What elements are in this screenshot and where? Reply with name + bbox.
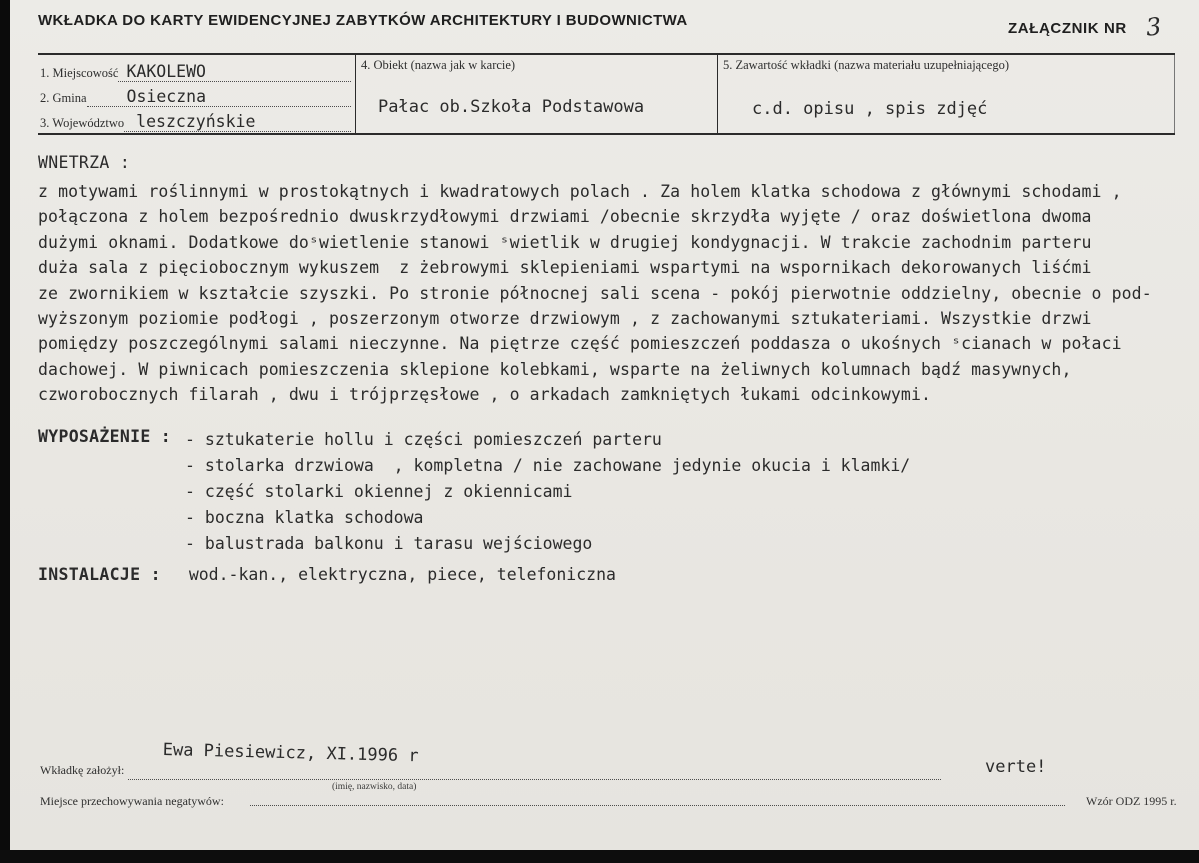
field-wojewodztwo	[40, 107, 351, 132]
list-item: - sztukaterie hollu i części pomieszczeń parteru	[185, 430, 662, 449]
paragraph-line: pomiędzy poszczególnymi salami nieczynne. Na piętrze część pomieszczeń poddasza o ukośnych ˢcianach w połaci	[38, 334, 1122, 354]
section-wnetrza-heading: WNETRZA :	[38, 153, 131, 172]
document-title: WKŁADKA DO KARTY EWIDENCYJNEJ ZABYTKÓW ARCHITEKTURY I BUDOWNICTWA	[38, 12, 688, 29]
verte-note: verte!	[985, 757, 1047, 777]
wyposazenie-list	[185, 427, 910, 557]
paragraph-line: połączona z holem bezpośrednio dwuskrzydłowymi drzwiami /obecnie skrzydła wyjęte / oraz doświetlona dwoma	[38, 207, 1092, 227]
section-wyposazenie-heading: WYPOSAŻENIE :	[38, 427, 172, 446]
section-wyposazenie	[38, 427, 910, 557]
paragraph-line: ze zwornikiem w kształcie szyszki. Po stronie północnej sali scena - pokój pierwotnie oddzielny, obecnie o pod-	[38, 283, 1152, 303]
field-zawartosc-value: c.d. opisu , spis zdjęć	[752, 99, 988, 119]
paragraph-line: dachowej. W piwnicach pomieszczenia sklepione kolebkami, wsparte na żeliwnych kolumnach bądź masywnych,	[38, 359, 1072, 379]
paragraph-line: dużymi oknami. Dodatkowe doˢwietlenie stanowi ˢwietlik w drugiej kondygnacji. W trakcie zachodnim parteru	[38, 232, 1092, 252]
field-miejscowosc-value: KAKOLEWO	[126, 62, 206, 81]
paragraph-line: wyższonym poziomie podłogi , poszerzonym otworze drzwiowym , z zachowanymi sztukateriami. Wszystkie drzwi	[38, 309, 1092, 329]
field-gmina-label: 2. Gmina	[40, 91, 87, 105]
scan-edge-bottom	[0, 850, 1199, 863]
field-miejscowosc	[40, 57, 351, 82]
template-note: Wzór ODZ 1995 r.	[1086, 794, 1177, 808]
dotted-line	[87, 81, 351, 107]
paragraph-line: duża sala z pięciobocznym wykuszem z żebrowymi sklepieniami wspartymi na wspornikach dekorowanych liśćmi	[38, 258, 1092, 278]
section-wnetrza	[38, 153, 1178, 408]
paragraph-line: z motywami roślinnymi w prostokątnych i kwadratowych polach . Za holem klatka schodowa z głównymi schodami ,	[38, 182, 1122, 201]
dotted-line	[124, 106, 351, 132]
founder-sublabel: (imię, nazwisko, data)	[332, 782, 417, 792]
section-instalacje-heading: INSTALACJE :	[38, 565, 161, 584]
field-zawartosc	[718, 55, 1175, 133]
field-obiekt	[356, 55, 718, 133]
dotted-line	[118, 56, 351, 82]
field-wojewodztwo-value: leszczyńskie	[136, 112, 256, 131]
list-item: - boczna klatka schodowa	[185, 508, 424, 527]
dotted-line	[250, 786, 1065, 806]
list-item: - część stolarki okiennej z okiennicami	[185, 482, 573, 501]
field-miejscowosc-label: 1. Miejscowość	[40, 66, 119, 80]
wnetrza-paragraph	[38, 179, 1178, 408]
attachment-label: ZAŁĄCZNIK NR	[1008, 20, 1127, 37]
list-item: - stolarka drzwiowa , kompletna / nie zachowane jedynie okucia i klamki/	[185, 456, 911, 475]
scan-edge-left	[0, 0, 10, 863]
attachment-number-handwritten: 3	[1144, 12, 1163, 42]
field-wojewodztwo-label: 3. Województwo	[40, 116, 125, 130]
field-gmina-value: Osieczna	[126, 87, 207, 106]
founder-label: Wkładkę założył:	[40, 763, 125, 777]
paragraph-line: czworobocznych filarah , dwu i trójprzęsłowe , o arkadach zamkniętych łukami odcinkowymi.	[38, 385, 932, 405]
founder-signature-value: Ewa Piesiewicz, XI.1996 r	[162, 740, 419, 767]
field-gmina	[40, 82, 351, 107]
form-header-table	[38, 53, 1175, 135]
section-instalacje	[38, 565, 616, 584]
field-obiekt-value: Pałac ob.Szkoła Podstawowa	[378, 97, 645, 117]
instalacje-value: wod.-kan., elektryczna, piece, telefoniczna	[188, 565, 616, 584]
field-zawartosc-label: 5. Zawartość wkładki (nazwa materiału uzupełniającego)	[723, 58, 1009, 72]
list-item: - balustrada balkonu i tarasu wejściowego	[185, 534, 593, 553]
negatives-label: Miejsce przechowywania negatywów:	[40, 794, 224, 808]
location-fields-column	[38, 55, 356, 133]
field-obiekt-label: 4. Obiekt (nazwa jak w karcie)	[361, 58, 516, 72]
